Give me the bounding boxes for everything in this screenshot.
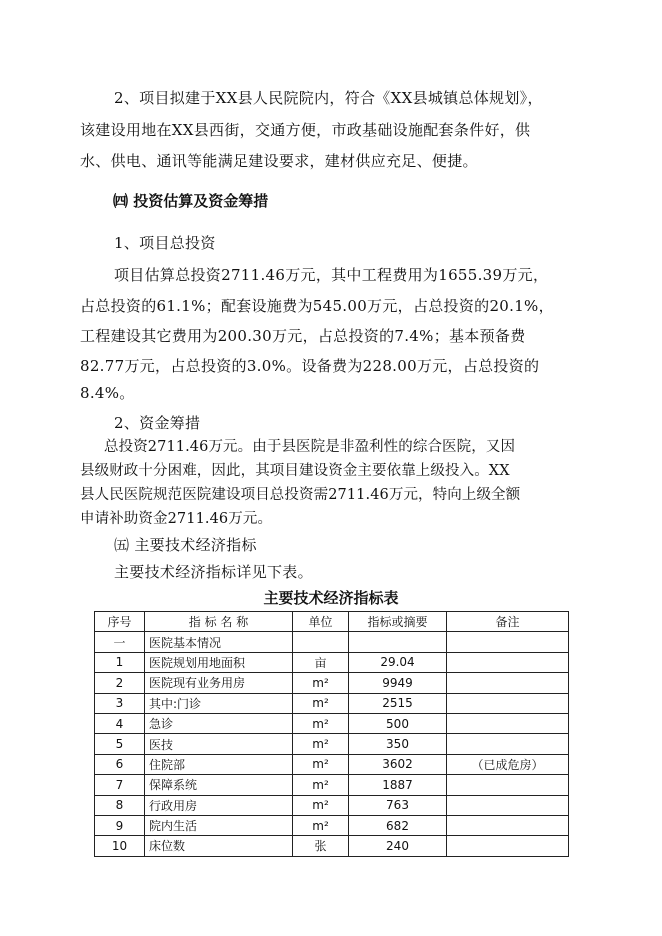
table-row — [95, 693, 569, 713]
header-index: 序号 — [95, 612, 145, 632]
cell-metric-name: 医院规划用地面积 — [145, 652, 293, 672]
cell-value: 9949 — [349, 673, 447, 693]
paragraph-line: 县人民医院规范医院建设项目总投资需2711.46万元，特向上级全额 — [80, 487, 521, 503]
cell-note — [447, 775, 569, 795]
cell-index: 1 — [95, 652, 145, 672]
cell-value: 240 — [349, 836, 447, 856]
cell-index: 2 — [95, 673, 145, 693]
table-row — [95, 652, 569, 672]
paragraph-line: 县级财政十分困难，因此，其项目建设资金主要依靠上级投入。XX — [80, 463, 510, 479]
cell-unit: m² — [293, 713, 349, 733]
cell-note — [447, 673, 569, 693]
cell-note — [447, 632, 569, 652]
cell-value: 350 — [349, 734, 447, 754]
section-heading: ㈣ 投资估算及资金筹措 — [113, 192, 269, 210]
cell-metric-name: 院内生活 — [145, 815, 293, 835]
cell-unit: m² — [293, 734, 349, 754]
cell-metric-name: 医院现有业务用房 — [145, 673, 293, 693]
cell-unit: m² — [293, 815, 349, 835]
header-unit: 单位 — [293, 612, 349, 632]
cell-note: （已成危房） — [447, 754, 569, 774]
cell-value: 682 — [349, 815, 447, 835]
metrics-table — [94, 611, 569, 857]
cell-value: 500 — [349, 713, 447, 733]
table-row — [95, 673, 569, 693]
cell-metric-name: 医院基本情况 — [145, 632, 293, 652]
table-row — [95, 734, 569, 754]
cell-value: 2515 — [349, 693, 447, 713]
cell-value: 1887 — [349, 775, 447, 795]
cell-metric-name: 其中:门诊 — [145, 693, 293, 713]
table-row — [95, 754, 569, 774]
cell-index: 3 — [95, 693, 145, 713]
paragraph-line: 82.77万元，占总投资的3.0%。设备费为228.00万元，占总投资的 — [80, 357, 540, 375]
table-row — [95, 795, 569, 815]
cell-metric-name: 住院部 — [145, 754, 293, 774]
table-header-row — [95, 612, 569, 632]
cell-unit: m² — [293, 795, 349, 815]
cell-metric-name: 行政用房 — [145, 795, 293, 815]
table-row — [95, 836, 569, 856]
paragraph-line: 工程建设其它费用为200.30万元，占总投资的7.4%；基本预备费 — [80, 327, 526, 345]
cell-value — [349, 632, 447, 652]
cell-unit: 张 — [293, 836, 349, 856]
cell-note — [447, 815, 569, 835]
cell-note — [447, 693, 569, 713]
cell-index: 7 — [95, 775, 145, 795]
subheading: 2、资金筹措 — [114, 414, 201, 432]
table-row — [95, 713, 569, 733]
table-row — [95, 775, 569, 795]
header-value: 指标或摘要 — [349, 612, 447, 632]
paragraph-line: 该建设用地在XX县西街，交通方便，市政基础设施配套条件好，供 — [80, 121, 531, 139]
paragraph-line: 占总投资的61.1%；配套设施费为545.00万元，占总投资的20.1%， — [80, 297, 554, 315]
cell-index: 一 — [95, 632, 145, 652]
cell-index: 10 — [95, 836, 145, 856]
cell-metric-name: 急诊 — [145, 713, 293, 733]
paragraph-line: 8.4%。 — [80, 384, 135, 402]
header-note: 备注 — [447, 612, 569, 632]
cell-note — [447, 734, 569, 754]
paragraph-line: 主要技术经济指标详见下表。 — [114, 563, 313, 581]
cell-index: 8 — [95, 795, 145, 815]
cell-note — [447, 713, 569, 733]
cell-unit: m² — [293, 775, 349, 795]
subheading: 1、项目总投资 — [114, 234, 216, 252]
cell-unit: 亩 — [293, 652, 349, 672]
table-title: 主要技术经济指标表 — [263, 589, 399, 607]
cell-note — [447, 795, 569, 815]
table-row — [95, 632, 569, 652]
header-metric-name: 指 标 名 称 — [145, 612, 293, 632]
paragraph-line: 项目估算总投资2711.46万元，其中工程费用为1655.39万元， — [114, 266, 549, 284]
cell-value: 763 — [349, 795, 447, 815]
cell-note — [447, 836, 569, 856]
cell-note — [447, 652, 569, 672]
cell-value: 29.04 — [349, 652, 447, 672]
cell-value: 3602 — [349, 754, 447, 774]
paragraph-line: 水、供电、通讯等能满足建设要求，建材供应充足、便捷。 — [80, 152, 478, 170]
cell-unit: m² — [293, 693, 349, 713]
cell-index: 9 — [95, 815, 145, 835]
paragraph-line: 2、项目拟建于XX县人民院院内，符合《XX县城镇总体规划》， — [114, 89, 543, 107]
table-row — [95, 815, 569, 835]
cell-index: 5 — [95, 734, 145, 754]
cell-metric-name: 床位数 — [145, 836, 293, 856]
cell-unit: m² — [293, 673, 349, 693]
cell-metric-name: 保障系统 — [145, 775, 293, 795]
cell-metric-name: 医技 — [145, 734, 293, 754]
cell-index: 6 — [95, 754, 145, 774]
cell-index: 4 — [95, 713, 145, 733]
cell-unit: m² — [293, 754, 349, 774]
section-heading: ㈤ 主要技术经济指标 — [114, 536, 257, 554]
paragraph-line: 总投资2711.46万元。由于县医院是非盈利性的综合医院，又因 — [104, 439, 516, 455]
cell-unit — [293, 632, 349, 652]
paragraph-line: 申请补助资金2711.46万元。 — [80, 511, 273, 527]
